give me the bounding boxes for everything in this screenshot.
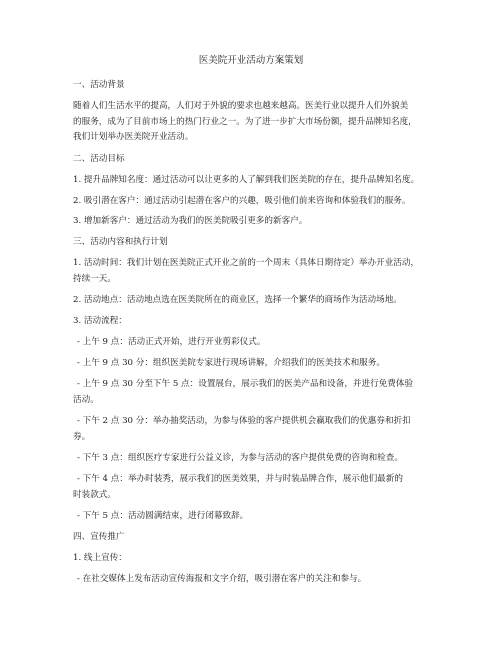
section-heading-plan: 三、活动内容和执行计划 (73, 237, 168, 247)
section-heading-goals: 二、活动目标 (73, 154, 125, 164)
schedule-item: - 下午 3 点：组织医疗专家进行公益义诊，为参与活动的客户提供免费的咨询和检查。 (77, 453, 403, 463)
section-heading-promotion: 四、宣传推广 (73, 532, 125, 542)
paragraph-line: 的服务，成为了目前市场上的热门行业之一。为了进一步扩大市场份额，提升品牌知名度， (73, 117, 417, 127)
list-item: 2. 吸引潜在客户：通过活动引起潜在客户的兴趣，吸引他们前来咨询和体验我们的服务。 (73, 196, 411, 206)
schedule-item: - 下午 5 点：活动圆满结束，进行闭幕致辞。 (77, 511, 249, 521)
list-item: 2. 活动地点：活动地点选在医美院所在的商业区，选择一个繁华的商场作为活动场地。 (73, 295, 402, 305)
list-item: 3. 增加新客户：通过活动为我们的医美院吸引更多的新客户。 (73, 216, 308, 226)
list-item: 1. 线上宣传： (73, 553, 127, 563)
schedule-item-continuation: 活动。 (73, 395, 99, 405)
schedule-item: - 下午 2 点 30 分：举办抽奖活动，为参与体验的客户提供机会赢取我们的优惠券和折扣 (77, 416, 411, 426)
list-item-continuation: 持续一天。 (73, 274, 116, 284)
list-item: 3. 活动流程： (73, 316, 127, 326)
list-item: 1. 提升品牌知名度：通过活动可以让更多的人了解到我们医美院的存在，提升品牌知名度。 (73, 175, 420, 185)
paragraph-line: 随着人们生活水平的提高，人们对于外貌的要求也越来越高。医美行业以提升人们外貌美 (73, 101, 409, 111)
promotion-item: - 在社交媒体上发布活动宣传海报和文字介绍，吸引潜在客户的关注和参与。 (77, 574, 367, 584)
document-title: 医美院开业活动方案策划 (198, 55, 304, 66)
schedule-item: - 上午 9 点：活动正式开始，进行开业剪彩仪式。 (77, 337, 266, 347)
schedule-item: - 上午 9 点 30 分至下午 5 点：设置展台，展示我们的医美产品和设备，并进行免费体验 (77, 379, 414, 389)
list-item: 1. 活动时间：我们计划在医美院正式开业之前的一个周末（具体日期待定）举办开业活动， (73, 258, 420, 268)
paragraph-line: 我们计划举办医美院开业活动。 (73, 132, 194, 142)
schedule-item: - 下午 4 点：举办时装秀，展示我们的医美效果，并与时装品牌合作，展示他们最新的 (77, 474, 403, 484)
section-heading-background: 一、活动背景 (73, 80, 125, 90)
schedule-item: - 上午 9 点 30 分：组织医美院专家进行现场讲解，介绍我们的医美技术和服务。 (77, 358, 385, 368)
schedule-item-continuation: 时装款式。 (73, 490, 116, 500)
schedule-item-continuation: 券。 (73, 432, 91, 442)
